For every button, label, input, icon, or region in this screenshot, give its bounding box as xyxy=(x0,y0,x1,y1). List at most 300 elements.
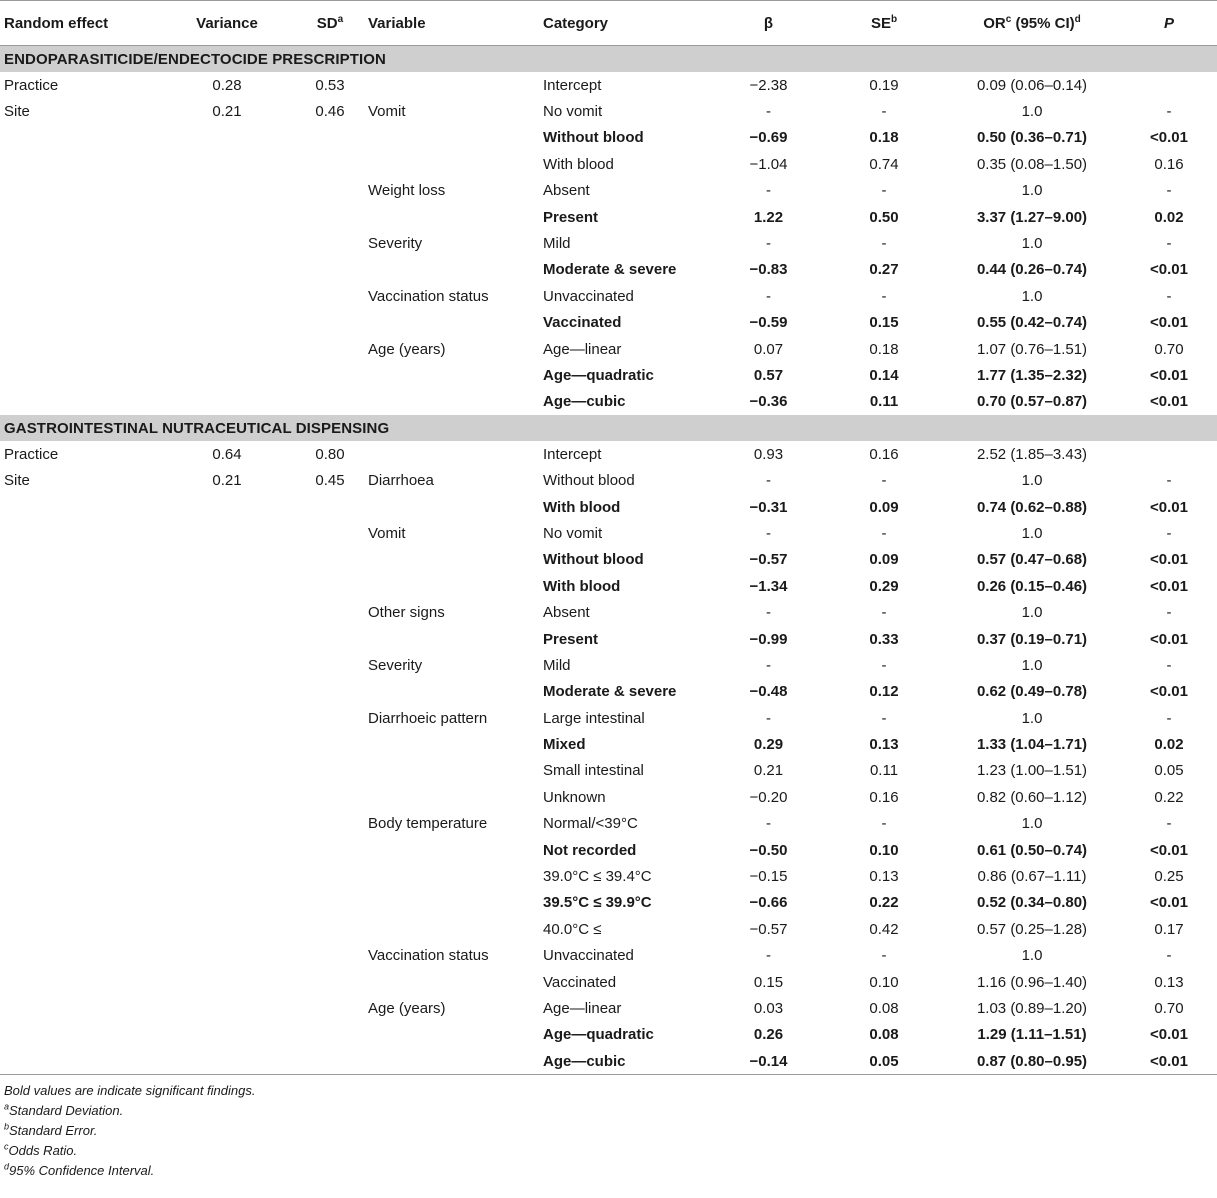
cell-variance xyxy=(158,837,296,863)
footnote-b xyxy=(4,1121,1141,1141)
cell-beta: - xyxy=(766,524,771,542)
cell-variable xyxy=(364,784,539,810)
cell-variance: 0.21 xyxy=(212,472,242,490)
cell-sd xyxy=(296,758,364,784)
cell-p: - xyxy=(1166,604,1172,622)
cell-se: - xyxy=(881,235,887,253)
cell-variance xyxy=(158,652,296,678)
cell-beta: −0.36 xyxy=(749,393,788,411)
table-row xyxy=(0,520,1217,546)
cell-category: Mild xyxy=(543,656,571,674)
cell-random-effect xyxy=(0,520,158,546)
cell-category: Age—cubic xyxy=(539,1048,712,1075)
cell-beta: −1.34 xyxy=(749,577,788,595)
cell-or-ci: 0.62 (0.49–0.78) xyxy=(976,683,1088,701)
cell-beta: 0.26 xyxy=(753,1026,784,1044)
cell-variable xyxy=(364,1048,539,1075)
header-variance: Variance xyxy=(158,1,296,46)
cell-or-ci: 1.0 xyxy=(1021,235,1043,253)
cell-random-effect xyxy=(0,573,158,599)
cell-or-ci: 1.29 (1.11–1.51) xyxy=(977,1026,1087,1044)
cell-se: 0.10 xyxy=(869,973,899,991)
cell-beta: −0.99 xyxy=(749,630,788,648)
cell-or-ci: 0.52 (0.34–0.80) xyxy=(976,894,1088,912)
cell-beta: −0.59 xyxy=(749,314,788,332)
cell-or-ci: 1.0 xyxy=(1021,472,1043,490)
cell-se: - xyxy=(881,815,887,833)
cell-or-ci: 1.07 (0.76–1.51) xyxy=(976,340,1088,358)
cell-category: 39.0°C ≤ 39.4°C xyxy=(543,868,652,886)
cell-se: - xyxy=(881,103,887,121)
cell-variable xyxy=(364,389,539,415)
table-row xyxy=(0,1022,1217,1048)
cell-category: Age—linear xyxy=(543,999,622,1017)
header-or-sup: c xyxy=(1005,13,1012,25)
cell-variance xyxy=(158,178,296,204)
cell-p: 0.02 xyxy=(1154,736,1184,754)
cell-variance xyxy=(158,679,296,705)
cell-se: 0.08 xyxy=(869,999,899,1017)
cell-variance xyxy=(158,494,296,520)
table-row xyxy=(0,362,1217,388)
table-row xyxy=(0,626,1217,652)
cell-variance xyxy=(158,1048,296,1075)
cell-or-ci: 0.74 (0.62–0.88) xyxy=(976,498,1088,516)
table-row xyxy=(0,784,1217,810)
cell-beta: −0.50 xyxy=(749,841,788,859)
cell-se: - xyxy=(881,947,887,965)
cell-variance xyxy=(158,758,296,784)
cell-beta: −2.38 xyxy=(749,76,788,94)
cell-variance xyxy=(158,599,296,625)
cell-random-effect xyxy=(0,758,158,784)
header-category: Category xyxy=(539,1,712,46)
cell-category: Vaccinated xyxy=(543,973,617,991)
cell-category: Mild xyxy=(543,235,571,253)
footnote-c xyxy=(4,1141,1141,1161)
cell-random-effect xyxy=(0,916,158,942)
cell-se: - xyxy=(881,709,887,727)
cell-variable xyxy=(364,890,539,916)
footnote-c-sup: c xyxy=(4,1142,9,1153)
cell-variable xyxy=(364,151,539,177)
cell-or-ci: 0.09 (0.06–0.14) xyxy=(976,76,1088,94)
cell-sd: 0.46 xyxy=(315,103,345,121)
cell-se: - xyxy=(881,182,887,200)
cell-se: 0.16 xyxy=(869,445,899,463)
cell-se: 0.18 xyxy=(869,129,899,147)
cell-se: - xyxy=(881,524,887,542)
table-row xyxy=(0,257,1217,283)
cell-se: 0.14 xyxy=(869,366,899,384)
cell-p: - xyxy=(1166,709,1172,727)
cell-se: 0.10 xyxy=(869,841,899,859)
cell-category: No vomit xyxy=(543,524,603,542)
cell-category: Intercept xyxy=(543,76,602,94)
cell-se: 0.11 xyxy=(869,762,899,780)
header-row xyxy=(0,1,1217,46)
cell-beta: −0.66 xyxy=(749,894,788,912)
cell-se: 0.15 xyxy=(869,314,899,332)
footnote-c-text: Odds Ratio. xyxy=(8,1143,78,1159)
cell-p: 0.16 xyxy=(1154,155,1184,173)
cell-variance xyxy=(158,204,296,230)
cell-se: - xyxy=(881,656,887,674)
cell-variable xyxy=(364,1022,539,1048)
cell-beta: - xyxy=(766,472,771,490)
cell-se: 0.18 xyxy=(869,340,899,358)
cell-variable xyxy=(364,731,539,757)
cell-beta: −0.15 xyxy=(749,868,788,886)
cell-variable xyxy=(364,916,539,942)
cell-category: Unknown xyxy=(543,788,606,806)
cell-se: 0.33 xyxy=(869,630,899,648)
cell-or-ci: 0.82 (0.60–1.12) xyxy=(976,788,1088,806)
cell-p: - xyxy=(1166,947,1172,965)
cell-p: - xyxy=(1166,103,1172,121)
cell-or-ci: 1.0 xyxy=(1021,182,1043,200)
cell-or-ci: 1.03 (0.89–1.20) xyxy=(976,999,1088,1017)
cell-sd xyxy=(296,837,364,863)
cell-p: - xyxy=(1166,815,1172,833)
cell-variable xyxy=(364,863,539,889)
cell-se: 0.74 xyxy=(869,155,899,173)
cell-variable: Diarrhoeic pattern xyxy=(368,709,488,727)
cell-category: Large intestinal xyxy=(543,709,645,727)
cell-random-effect: Site xyxy=(4,472,30,490)
cell-beta: 0.57 xyxy=(753,366,784,384)
cell-sd xyxy=(296,784,364,810)
cell-p: <0.01 xyxy=(1150,630,1188,648)
cell-variance: 0.64 xyxy=(212,445,242,463)
cell-variable xyxy=(364,626,539,652)
header-p: P xyxy=(1121,1,1217,46)
cell-p: <0.01 xyxy=(1150,1026,1188,1044)
cell-beta: −0.83 xyxy=(749,261,788,279)
cell-variable xyxy=(364,310,539,336)
table-row xyxy=(0,943,1217,969)
cell-se: 0.29 xyxy=(869,577,899,595)
cell-variance xyxy=(158,336,296,362)
cell-p: - xyxy=(1166,235,1172,253)
cell-random-effect xyxy=(0,230,158,256)
cell-p: <0.01 xyxy=(1150,393,1188,411)
cell-sd xyxy=(296,995,364,1021)
cell-random-effect xyxy=(0,599,158,625)
cell-variance xyxy=(158,969,296,995)
cell-random-effect xyxy=(0,1048,158,1075)
cell-variable xyxy=(364,204,539,230)
cell-p: <0.01 xyxy=(1150,261,1188,279)
cell-beta: - xyxy=(766,287,771,305)
cell-variable: Vaccination status xyxy=(368,287,489,305)
header-se xyxy=(825,1,943,46)
cell-category: With blood xyxy=(543,498,621,516)
cell-p: <0.01 xyxy=(1150,841,1188,859)
cell-category: Moderate & severe xyxy=(543,683,677,701)
cell-category: Age—linear xyxy=(543,340,622,358)
cell-or-ci: 0.44 (0.26–0.74) xyxy=(976,261,1088,279)
cell-variance xyxy=(158,230,296,256)
cell-variable xyxy=(364,758,539,784)
cell-se: 0.05 xyxy=(825,1048,943,1075)
cell-variable xyxy=(364,547,539,573)
cell-sd xyxy=(296,283,364,309)
footnote-a-sup: a xyxy=(4,1102,10,1113)
cell-or-ci: 1.0 xyxy=(1021,103,1043,121)
cell-or-ci: 0.61 (0.50–0.74) xyxy=(976,841,1088,859)
cell-variable: Age (years) xyxy=(368,999,446,1017)
cell-random-effect xyxy=(0,151,158,177)
cell-sd xyxy=(296,310,364,336)
table-row xyxy=(0,811,1217,837)
table-row xyxy=(0,916,1217,942)
cell-p: <0.01 xyxy=(1121,1048,1217,1075)
cell-beta: −0.48 xyxy=(749,683,788,701)
cell-beta: - xyxy=(766,947,771,965)
table-row xyxy=(0,679,1217,705)
cell-sd xyxy=(296,1022,364,1048)
cell-sd xyxy=(296,494,364,520)
cell-sd xyxy=(296,1048,364,1075)
cell-p: - xyxy=(1166,182,1172,200)
table-row xyxy=(0,652,1217,678)
cell-random-effect xyxy=(0,890,158,916)
header-se-sup: b xyxy=(890,13,898,25)
cell-variance: 0.28 xyxy=(212,76,242,94)
table-row xyxy=(0,969,1217,995)
cell-random-effect xyxy=(0,494,158,520)
cell-p: - xyxy=(1166,287,1172,305)
cell-sd xyxy=(296,547,364,573)
cell-variable: Weight loss xyxy=(368,182,446,200)
cell-random-effect xyxy=(0,731,158,757)
cell-sd: 0.45 xyxy=(315,472,345,490)
cell-or-ci: 2.52 (1.85–3.43) xyxy=(976,445,1088,463)
cell-p: <0.01 xyxy=(1150,498,1188,516)
cell-random-effect xyxy=(0,1022,158,1048)
cell-p: - xyxy=(1166,472,1172,490)
cell-se: - xyxy=(881,604,887,622)
cell-variance xyxy=(158,389,296,415)
cell-category: Intercept xyxy=(543,445,602,463)
cell-or-ci: 1.0 xyxy=(1021,287,1043,305)
cell-variable xyxy=(364,969,539,995)
cell-variable xyxy=(364,679,539,705)
cell-se: - xyxy=(881,472,887,490)
cell-sd xyxy=(296,573,364,599)
header-sd-sup: a xyxy=(337,13,344,25)
cell-p: 0.02 xyxy=(1154,208,1184,226)
header-ci-sup: d xyxy=(1074,13,1081,25)
table-footnotes xyxy=(0,1075,1145,1181)
cell-category: With blood xyxy=(543,155,614,173)
table-row xyxy=(0,599,1217,625)
cell-category: 40.0°C ≤ xyxy=(543,920,602,938)
table-header xyxy=(0,1,1217,46)
cell-se: 0.13 xyxy=(869,736,899,754)
cell-category: Unvaccinated xyxy=(543,287,634,305)
cell-sd xyxy=(296,916,364,942)
cell-or-ci: 1.23 (1.00–1.51) xyxy=(976,762,1088,780)
cell-beta: 0.21 xyxy=(753,762,784,780)
cell-category: Normal/<39°C xyxy=(543,815,638,833)
cell-random-effect xyxy=(0,811,158,837)
cell-variance xyxy=(158,916,296,942)
cell-random-effect: Practice xyxy=(4,445,59,463)
header-random-effect: Random effect xyxy=(0,1,158,46)
section-header-row xyxy=(0,415,1217,441)
cell-random-effect xyxy=(0,257,158,283)
section-title: ENDOPARASITICIDE/ENDECTOCIDE PRESCRIPTION xyxy=(0,46,1217,73)
cell-variable: Other signs xyxy=(368,604,445,622)
cell-sd xyxy=(296,257,364,283)
footnote-a xyxy=(4,1101,1141,1121)
cell-category: Vaccinated xyxy=(543,314,622,332)
cell-p: 0.70 xyxy=(1154,340,1184,358)
cell-variance xyxy=(158,283,296,309)
cell-variance xyxy=(158,520,296,546)
cell-variance xyxy=(158,784,296,810)
cell-category: Age—quadratic xyxy=(543,1026,654,1044)
cell-category: Without blood xyxy=(543,129,644,147)
table-row xyxy=(0,573,1217,599)
cell-random-effect xyxy=(0,336,158,362)
cell-sd xyxy=(296,204,364,230)
table-row xyxy=(0,389,1217,415)
cell-se: 0.11 xyxy=(869,393,899,411)
table-row xyxy=(0,98,1217,124)
cell-p: 0.05 xyxy=(1154,762,1184,780)
table-row xyxy=(0,204,1217,230)
cell-random-effect xyxy=(0,125,158,151)
footnote-b-text: Standard Error. xyxy=(9,1123,98,1139)
cell-variable: Severity xyxy=(368,235,423,253)
cell-random-effect xyxy=(0,547,158,573)
cell-variable xyxy=(364,837,539,863)
cell-beta: 0.03 xyxy=(753,999,784,1017)
cell-se: 0.50 xyxy=(869,208,899,226)
cell-se: 0.12 xyxy=(869,683,899,701)
cell-variance xyxy=(158,995,296,1021)
cell-random-effect xyxy=(0,310,158,336)
cell-variance xyxy=(158,257,296,283)
cell-random-effect xyxy=(0,652,158,678)
header-sd xyxy=(296,1,364,46)
cell-random-effect xyxy=(0,969,158,995)
cell-or-ci: 1.0 xyxy=(1021,604,1043,622)
cell-p: <0.01 xyxy=(1150,129,1188,147)
cell-or-ci: 0.87 (0.80–0.95) xyxy=(943,1048,1121,1075)
table-row xyxy=(0,547,1217,573)
cell-random-effect xyxy=(0,995,158,1021)
cell-p xyxy=(1121,72,1217,98)
cell-random-effect xyxy=(0,204,158,230)
cell-beta: 0.93 xyxy=(753,445,784,463)
cell-random-effect xyxy=(0,784,158,810)
cell-sd xyxy=(296,679,364,705)
cell-variance xyxy=(158,151,296,177)
table-row xyxy=(0,1048,1217,1075)
cell-sd xyxy=(296,969,364,995)
cell-variance xyxy=(158,125,296,151)
cell-variable: Body temperature xyxy=(368,815,488,833)
cell-or-ci: 1.16 (0.96–1.40) xyxy=(976,973,1088,991)
cell-random-effect xyxy=(0,283,158,309)
cell-sd xyxy=(296,230,364,256)
cell-variable: Vomit xyxy=(368,103,406,121)
table-row xyxy=(0,310,1217,336)
cell-random-effect xyxy=(0,837,158,863)
cell-or-ci: 0.86 (0.67–1.11) xyxy=(977,868,1087,886)
table-row xyxy=(0,863,1217,889)
cell-beta: - xyxy=(766,815,771,833)
cell-random-effect xyxy=(0,679,158,705)
cell-variance xyxy=(158,362,296,388)
cell-random-effect: Practice xyxy=(4,76,59,94)
cell-beta: - xyxy=(766,656,771,674)
cell-category: Unvaccinated xyxy=(543,947,634,965)
cell-beta: 0.29 xyxy=(753,736,784,754)
cell-or-ci: 1.33 (1.04–1.71) xyxy=(976,736,1088,754)
cell-random-effect xyxy=(0,705,158,731)
cell-beta: - xyxy=(766,103,771,121)
cell-sd: 0.53 xyxy=(315,76,345,94)
cell-variable xyxy=(364,441,539,467)
footnote-d xyxy=(4,1161,1141,1181)
cell-p: <0.01 xyxy=(1150,894,1188,912)
cell-p: - xyxy=(1166,656,1172,674)
cell-category: Without blood xyxy=(543,551,644,569)
cell-se: 0.42 xyxy=(869,920,899,938)
cell-or-ci: 1.0 xyxy=(1021,524,1043,542)
header-or-label: OR xyxy=(983,14,1006,32)
cell-p: - xyxy=(1166,524,1172,542)
cell-variable: Severity xyxy=(368,656,423,674)
cell-p: 0.13 xyxy=(1154,973,1184,991)
header-or-ci xyxy=(943,1,1121,46)
cell-beta: −0.57 xyxy=(749,551,788,569)
cell-or-ci: 1.0 xyxy=(1021,709,1043,727)
cell-random-effect xyxy=(0,863,158,889)
cell-or-ci: 0.57 (0.25–1.28) xyxy=(976,920,1088,938)
cell-sd xyxy=(296,178,364,204)
cell-sd xyxy=(296,731,364,757)
cell-p: 0.17 xyxy=(1154,920,1184,938)
cell-beta: −0.31 xyxy=(749,498,788,516)
table-row xyxy=(0,125,1217,151)
footnote-d-sup: d xyxy=(4,1162,10,1173)
cell-sd xyxy=(296,599,364,625)
cell-or-ci: 0.70 (0.57–0.87) xyxy=(976,393,1088,411)
cell-or-ci: 0.55 (0.42–0.74) xyxy=(976,314,1088,332)
cell-category: 39.5°C ≤ 39.9°C xyxy=(543,894,652,912)
cell-sd xyxy=(296,652,364,678)
cell-variance xyxy=(158,943,296,969)
cell-variable xyxy=(364,257,539,283)
table-body xyxy=(0,46,1217,1075)
cell-se: 0.19 xyxy=(869,76,899,94)
cell-or-ci: 0.50 (0.36–0.71) xyxy=(976,129,1088,147)
cell-variable xyxy=(364,125,539,151)
table-row xyxy=(0,441,1217,467)
cell-se: 0.08 xyxy=(869,1026,899,1044)
cell-sd xyxy=(296,943,364,969)
footnote-b-sup: b xyxy=(4,1122,10,1133)
table-row xyxy=(0,283,1217,309)
cell-or-ci: 3.37 (1.27–9.00) xyxy=(976,208,1088,226)
header-variable: Variable xyxy=(364,1,539,46)
